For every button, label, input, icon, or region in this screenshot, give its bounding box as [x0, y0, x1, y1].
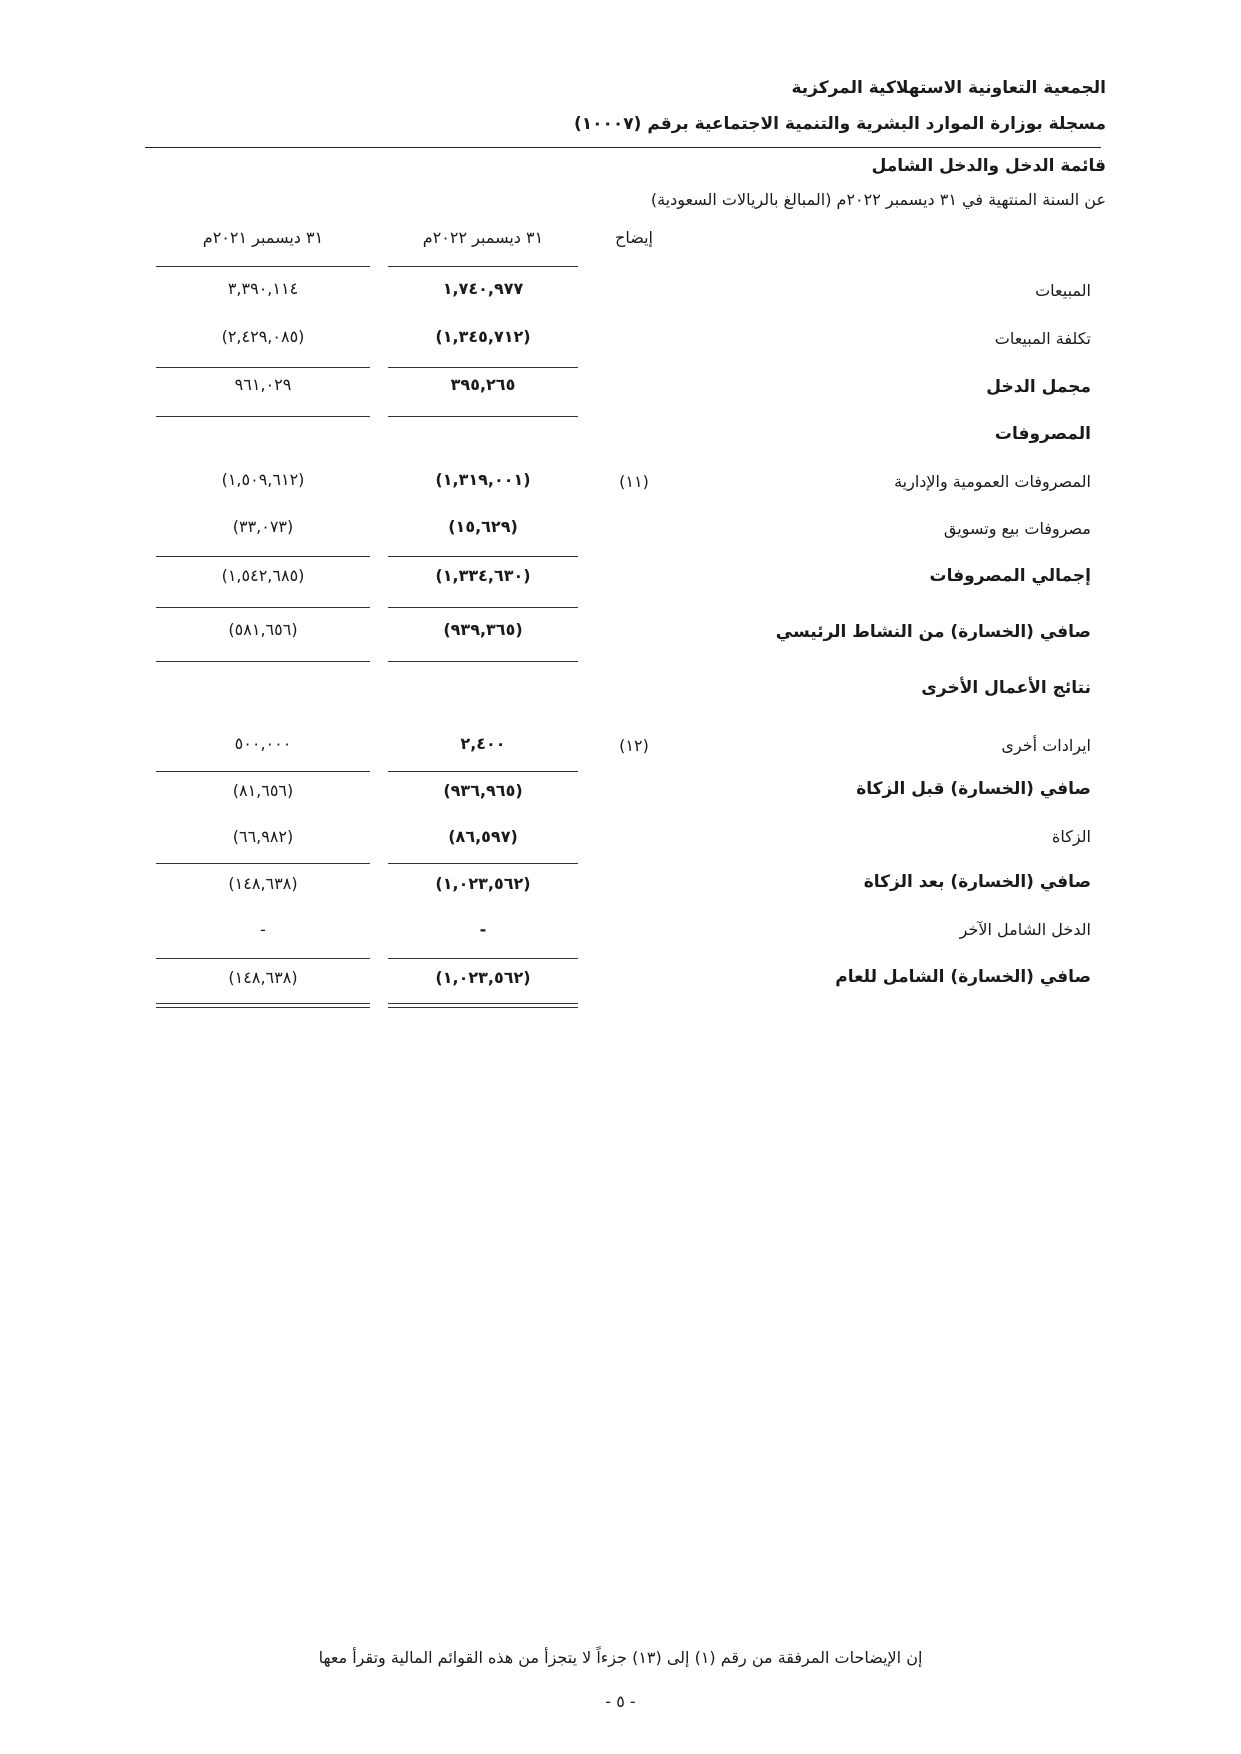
value-2022-net-loss-after-zakat: (١,٠٢٣,٥٦٢) — [435, 874, 531, 893]
registration-line: مسجلة بوزارة الموارد البشرية والتنمية الاجتماعية برقم (١٠٠٠٧) — [573, 114, 1106, 134]
header-rule — [145, 147, 1101, 148]
column-header-underline-2022 — [388, 266, 578, 267]
value-2021-net-comprehensive-loss: (١٤٨,٦٣٨) — [228, 968, 298, 987]
value-2021-gross-income: ٩٦١,٠٢٩ — [234, 375, 292, 394]
column-header-2022: ٣١ ديسمبر ٢٠٢٢م — [422, 228, 544, 247]
value-2022-general-admin-expenses: (١,٣١٩,٠٠١) — [435, 470, 531, 489]
value-2022-cost-of-sales: (١,٣٤٥,٧١٢) — [435, 327, 531, 346]
organization-name: الجمعية التعاونية الاستهلاكية المركزية — [791, 78, 1106, 98]
row-label-total-expenses: إجمالي المصروفات — [929, 566, 1091, 586]
column-header-note: إيضاح — [615, 228, 653, 247]
section-heading-other-results: نتائج الأعمال الأخرى — [921, 678, 1091, 698]
total-line-2021 — [156, 661, 370, 662]
value-2022-other-comprehensive-income: - — [479, 920, 487, 939]
value-2022-gross-income: ٣٩٥,٢٦٥ — [450, 375, 516, 394]
row-label-net-loss-main-activity: صافي (الخسارة) من النشاط الرئيسي — [775, 622, 1091, 642]
value-2021-sales: ٣,٣٩٠,١١٤ — [227, 279, 299, 298]
statement-title: قائمة الدخل والدخل الشامل — [871, 156, 1106, 176]
total-line-2021 — [156, 607, 370, 608]
total-line-2022 — [388, 416, 578, 417]
value-2021-other-comprehensive-income: - — [260, 920, 266, 939]
grand-total-double-line-2022 — [388, 1003, 578, 1008]
subtotal-line-2022 — [388, 556, 578, 557]
column-header-2021: ٣١ ديسمبر ٢٠٢١م — [202, 228, 324, 247]
value-2021-net-loss-after-zakat: (١٤٨,٦٣٨) — [228, 874, 298, 893]
row-label-selling-marketing-expenses: مصروفات بيع وتسويق — [943, 519, 1091, 538]
section-heading-expenses: المصروفات — [994, 424, 1091, 444]
total-line-2022 — [388, 661, 578, 662]
row-label-zakat: الزكاة — [1051, 827, 1091, 846]
row-label-sales: المبيعات — [1035, 281, 1091, 300]
value-2022-net-loss-main-activity: (٩٣٩,٣٦٥) — [443, 620, 523, 639]
note-ref-11: (١١) — [619, 472, 649, 491]
value-2022-net-comprehensive-loss: (١,٠٢٣,٥٦٢) — [435, 968, 531, 987]
row-label-net-loss-after-zakat: صافي (الخسارة) بعد الزكاة — [863, 872, 1091, 892]
subtotal-line-2021 — [156, 771, 370, 772]
subtotal-line-2021 — [156, 556, 370, 557]
subtotal-line-2022 — [388, 367, 578, 368]
period-line: عن السنة المنتهية في ٣١ ديسمبر ٢٠٢٢م (المبالغ بالريالات السعودية) — [650, 190, 1106, 209]
value-2021-general-admin-expenses: (١,٥٠٩,٦١٢) — [221, 470, 305, 489]
value-2022-sales: ١,٧٤٠,٩٧٧ — [442, 279, 524, 298]
subtotal-line-2022 — [388, 863, 578, 864]
value-2021-total-expenses: (١,٥٤٢,٦٨٥) — [221, 566, 305, 585]
total-line-2022 — [388, 607, 578, 608]
grand-total-double-line-2021 — [156, 1003, 370, 1008]
note-ref-12: (١٢) — [619, 736, 649, 755]
value-2022-net-loss-before-zakat: (٩٣٦,٩٦٥) — [443, 781, 523, 800]
subtotal-line-2022 — [388, 958, 578, 959]
subtotal-line-2021 — [156, 863, 370, 864]
value-2022-total-expenses: (١,٣٣٤,٦٣٠) — [435, 566, 531, 585]
value-2021-selling-marketing-expenses: (٣٣,٠٧٣) — [232, 517, 294, 536]
total-line-2021 — [156, 416, 370, 417]
value-2021-other-revenues: ٥٠٠,٠٠٠ — [234, 734, 292, 753]
column-header-underline-2021 — [156, 266, 370, 267]
row-label-other-comprehensive-income: الدخل الشامل الآخر — [959, 920, 1091, 939]
row-label-other-revenues: ايرادات أخرى — [1001, 736, 1091, 755]
subtotal-line-2022 — [388, 771, 578, 772]
subtotal-line-2021 — [156, 958, 370, 959]
value-2022-zakat: (٨٦,٥٩٧) — [448, 827, 518, 846]
value-2022-other-revenues: ٢,٤٠٠ — [460, 734, 506, 753]
row-label-net-comprehensive-loss: صافي (الخسارة) الشامل للعام — [835, 967, 1091, 987]
row-label-cost-of-sales: تكلفة المبيعات — [994, 329, 1091, 348]
value-2021-net-loss-main-activity: (٥٨١,٦٥٦) — [228, 620, 298, 639]
row-label-gross-income: مجمل الدخل — [986, 377, 1091, 397]
page-number: - ٥ - — [605, 1692, 636, 1711]
row-label-net-loss-before-zakat: صافي (الخسارة) قبل الزكاة — [856, 779, 1091, 799]
row-label-general-admin-expenses: المصروفات العمومية والإدارية — [894, 472, 1091, 491]
subtotal-line-2021 — [156, 367, 370, 368]
value-2021-net-loss-before-zakat: (٨١,٦٥٦) — [232, 781, 294, 800]
value-2021-zakat: (٦٦,٩٨٢) — [232, 827, 294, 846]
footer-disclaimer: إن الإيضاحات المرفقة من رقم (١) إلى (١٣) جزءاً لا يتجزأ من هذه القوائم المالية وتقرأ معها — [318, 1648, 923, 1667]
value-2021-cost-of-sales: (٢,٤٢٩,٠٨٥) — [221, 327, 305, 346]
value-2022-selling-marketing-expenses: (١٥,٦٢٩) — [448, 517, 518, 536]
